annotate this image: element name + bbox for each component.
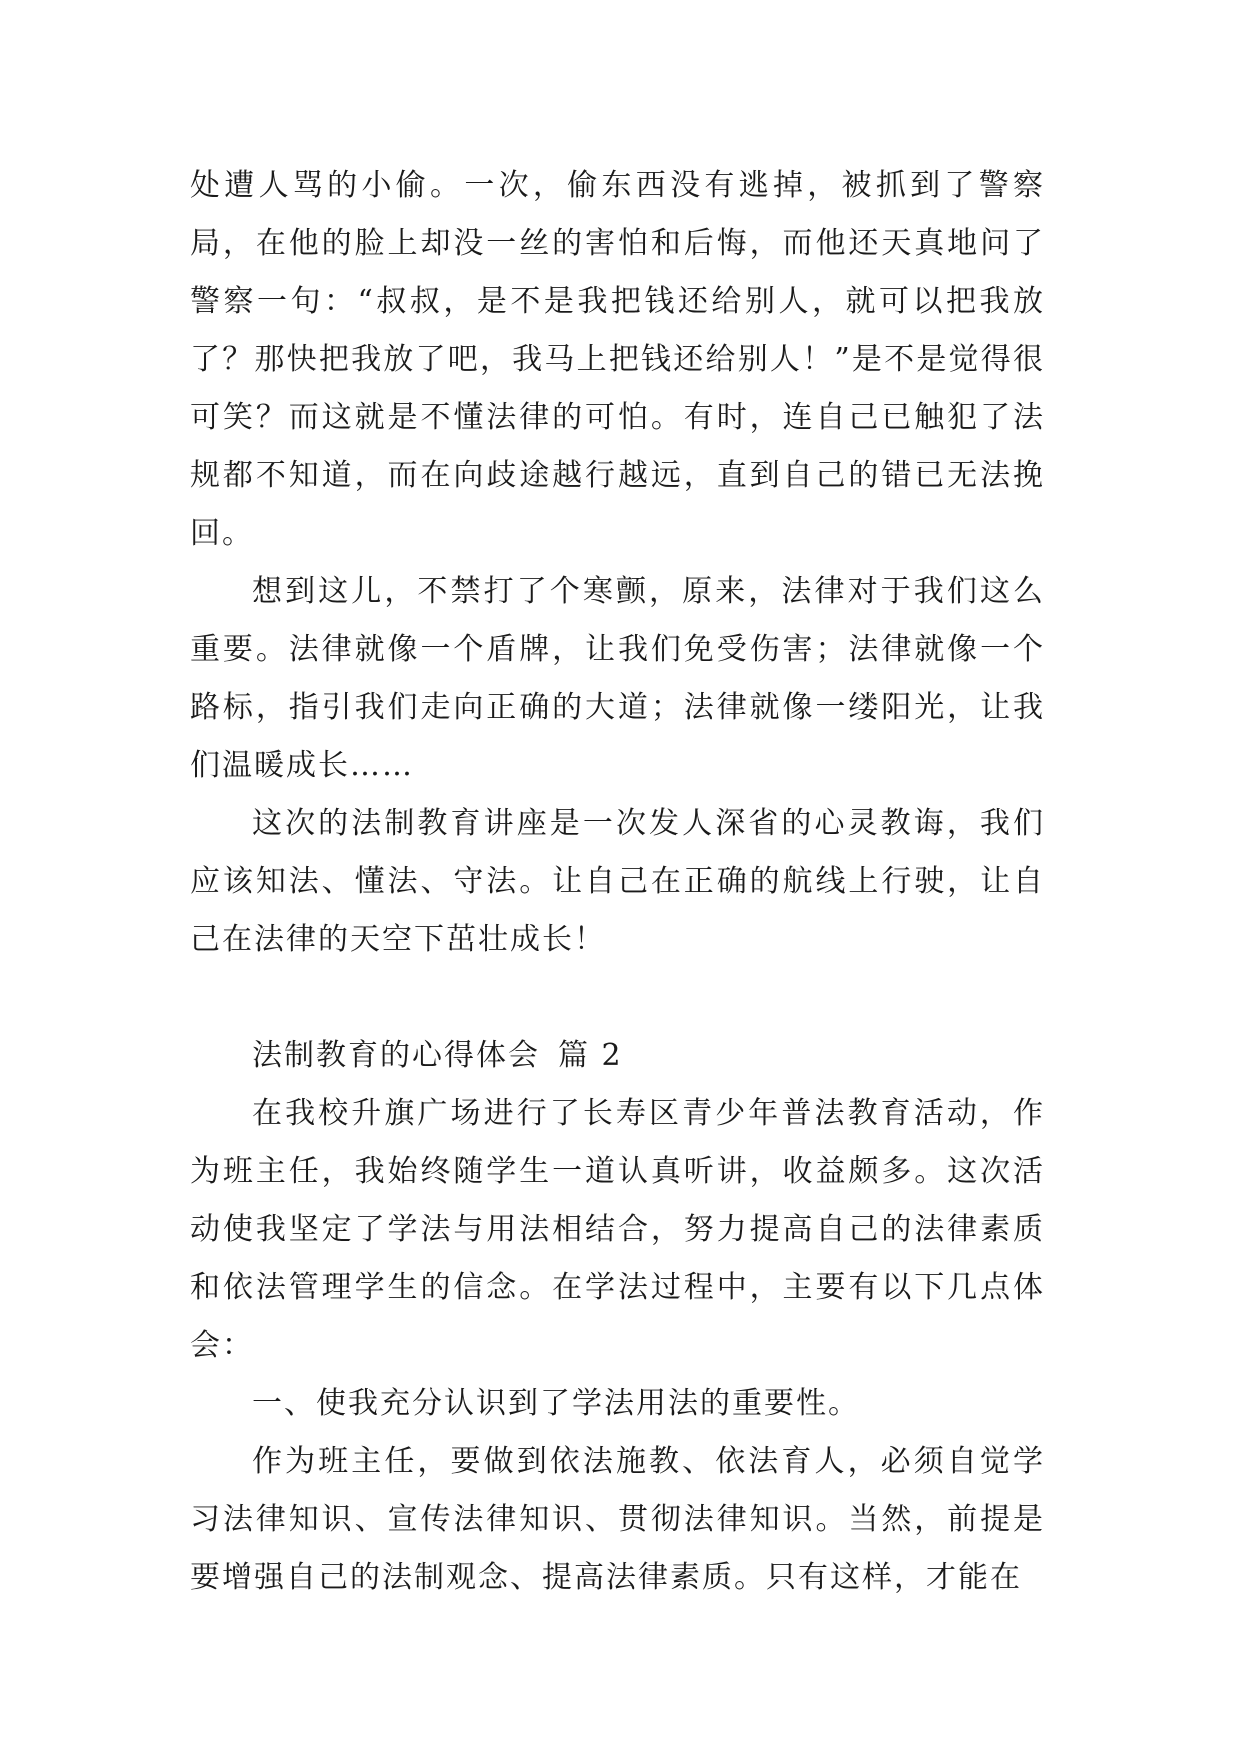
section-heading <box>190 1027 1045 1085</box>
section-spacer <box>190 969 1045 1027</box>
paragraph-2: 想到这儿，不禁打了个寒颤，原来，法律对于我们这么重要。法律就像一个盾牌，让我们免受伤害；法律就像一个路标，指引我们走向正确的大道；法律就像一缕阳光，让我们温暖成长…… <box>190 574 1045 783</box>
paragraph-3: 这次的法制教育讲座是一次发人深省的心灵教诲，我们应该知法、懂法、守法。让自己在正确的航线上行驶，让自己在法律的天空下茁壮成长！ <box>190 806 1045 957</box>
paragraph-4: 在我校升旗广场进行了长寿区青少年普法教育活动，作为班主任，我始终随学生一道认真听讲，收益颇多。这次活动使我坚定了学法与用法相结合，努力提高自己的法律素质和依法管理学生的信念。在学法过程中，主要有以下几点体会： <box>190 1096 1045 1363</box>
paragraph-1: 处遭人骂的小偷。一次，偷东西没有逃掉，被抓到了警察局，在他的脸上却没一丝的害怕和后悔，而他还天真地问了警察一句：“叔叔，是不是我把钱还给别人，就可以把我放了？那快把我放了吧，我马上把钱还给别人！”是不是觉得很可笑？而这就是不懂法律的可怕。有时，连自己已触犯了法规都不知道，而在向歧途越行越远，直到自己的错已无法挽回。 <box>190 168 1045 551</box>
section-heading-number: 篇 2 <box>558 1038 623 1073</box>
section-heading-title: 法制教育的心得体会 <box>252 1038 540 1073</box>
paragraph-5: 一、使我充分认识到了学法用法的重要性。 <box>252 1386 860 1421</box>
document-body <box>190 157 1045 1607</box>
paragraph-6: 作为班主任，要做到依法施教、依法育人，必须自觉学习法律知识、宣传法律知识、贯彻法律知识。当然，前提是要增强自己的法制观念、提高法律素质。只有这样，才能在 <box>190 1444 1045 1595</box>
